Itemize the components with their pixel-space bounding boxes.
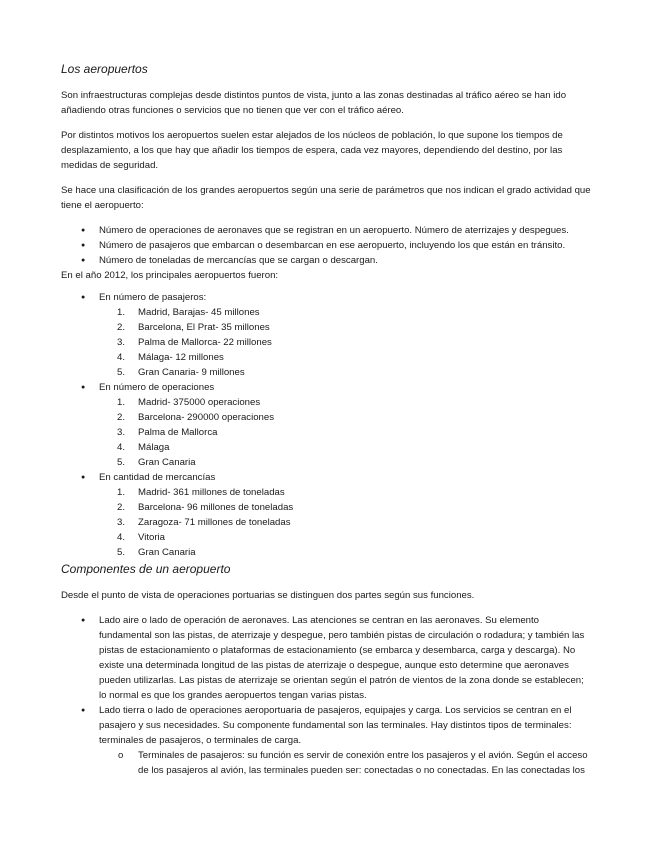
ranking-item: 4. Málaga- 12 millones bbox=[117, 352, 224, 363]
ranking-item: 5. Gran Canaria- 9 millones bbox=[117, 367, 245, 378]
ranking-item: 4. Vitoria bbox=[117, 532, 166, 543]
paragraph: Desde el punto de vista de operaciones portuarias se distinguen dos partes según sus funciones. bbox=[61, 590, 475, 601]
ranking-item: 2. Barcelona, El Prat- 35 millones bbox=[117, 322, 270, 333]
ranking-item: 1. Madrid, Barajas- 45 millones bbox=[117, 307, 260, 318]
section-heading-componentes: Componentes de un aeropuerto bbox=[61, 562, 231, 576]
ranking-item: 4. Málaga bbox=[117, 442, 170, 453]
ranking-list bbox=[61, 485, 591, 560]
paragraph: Son infraestructuras complejas desde distintos puntos de vista, junto a las zonas destinadas al tráfico aéreo se han ido añadiendo otras funciones o servicios que no tienen que ver con el tráfico aéreo. bbox=[61, 90, 567, 116]
paragraph: Por distintos motivos los aeropuertos suelen estar alejados de los núcleos de población, lo que supone los tiempos de desplazamiento, a los que hay que añadir los tiempos de espera, cada vez mayores, dependiendo del destino, por las medidas de seguridad. bbox=[61, 130, 563, 171]
paragraph: Se hace una clasificación de los grandes aeropuertos según una serie de parámetros que nos indican el grado actividad que tiene el aeropuerto: bbox=[61, 185, 591, 211]
section-heading-aeropuertos: Los aeropuertos bbox=[61, 62, 148, 76]
category-label: En cantidad de mercancías bbox=[99, 472, 216, 483]
list-item: ● Número de pasajeros que embarcan o desembarcan en ese aeropuerto, incluyendo los que están en tránsito. bbox=[61, 238, 591, 253]
category-item bbox=[61, 290, 591, 380]
ranking-item: 3. Palma de Mallorca- 22 millones bbox=[117, 337, 272, 348]
ranking-list bbox=[61, 395, 591, 470]
list-item: ● Número de operaciones de aeronaves que se registran en un aeropuerto. Número de aterrizajes y despegues. bbox=[61, 223, 591, 238]
ranking-item: 5. Gran Canaria bbox=[117, 457, 196, 468]
list-item: ● Lado tierra o lado de operaciones aeroportuaria de pasajeros, equipajes y carga. Los servicios se centran en el pasajero y sus necesidades. Su componente fundamental son las terminales. Hay distintos tipos de terminales: terminales de pasajeros, o terminales de carga. o Terminales de pasajeros: su función es servir de conexión entre los pasajeros y el avión. Según el acceso de los pasajeros al avión, las terminales pueden ser: conectadas o no conectadas. En las conectadas los bbox=[61, 703, 591, 778]
category-label: En número de operaciones bbox=[99, 382, 215, 393]
ranking-item: 1. Madrid- 375000 operaciones bbox=[117, 397, 261, 408]
ranking-item: 2. Barcelona- 96 millones de toneladas bbox=[117, 502, 294, 513]
ranking-item: 2. Barcelona- 290000 operaciones bbox=[117, 412, 275, 423]
paragraph: En el año 2012, los principales aeropuertos fueron: bbox=[61, 270, 279, 281]
components-list bbox=[61, 613, 591, 778]
category-item bbox=[61, 380, 591, 470]
document-page bbox=[61, 60, 591, 778]
ranking-item: 5. Gran Canaria bbox=[117, 547, 196, 558]
airport-ranking-list bbox=[61, 290, 591, 560]
ranking-item: 3. Zaragoza- 71 millones de toneladas bbox=[117, 517, 291, 528]
list-item: ● Lado aire o lado de operación de aeronaves. Las atenciones se centran en las aeronaves. Su elemento fundamental son las pistas, de aterrizaje y despegue, pero también pistas de circulación o rodadura; y también las pistas de estacionamiento o plataformas de estacionamiento (se embarca y desembarca, carga y descarga). No existe una determinada longitud de las pistas de aterrizaje o despegue, aunque esto determine que aeronaves pueden utilizarlas. Las pistas de aterrizaje se orientan según el patrón de vientos de la zona donde se establecen; lo normal es que los grandes aeropuertos tengan varias pistas. bbox=[61, 613, 591, 703]
ranking-item: 1. Madrid- 361 millones de toneladas bbox=[117, 487, 285, 498]
category-label: En número de pasajeros: bbox=[99, 292, 207, 303]
ranking-item: 3. Palma de Mallorca bbox=[117, 427, 218, 438]
list-item: ● Número de toneladas de mercancías que se cargan o descargan. bbox=[61, 253, 591, 268]
sub-list bbox=[61, 748, 591, 778]
category-item bbox=[61, 470, 591, 560]
ranking-list bbox=[61, 305, 591, 380]
parameter-list bbox=[61, 223, 591, 268]
sub-list-item: o Terminales de pasajeros: su función es servir de conexión entre los pasajeros y el avión. Según el acceso de los pasajeros al avión, las terminales pueden ser: conectadas o no conectadas. En las conectadas los bbox=[61, 748, 591, 778]
